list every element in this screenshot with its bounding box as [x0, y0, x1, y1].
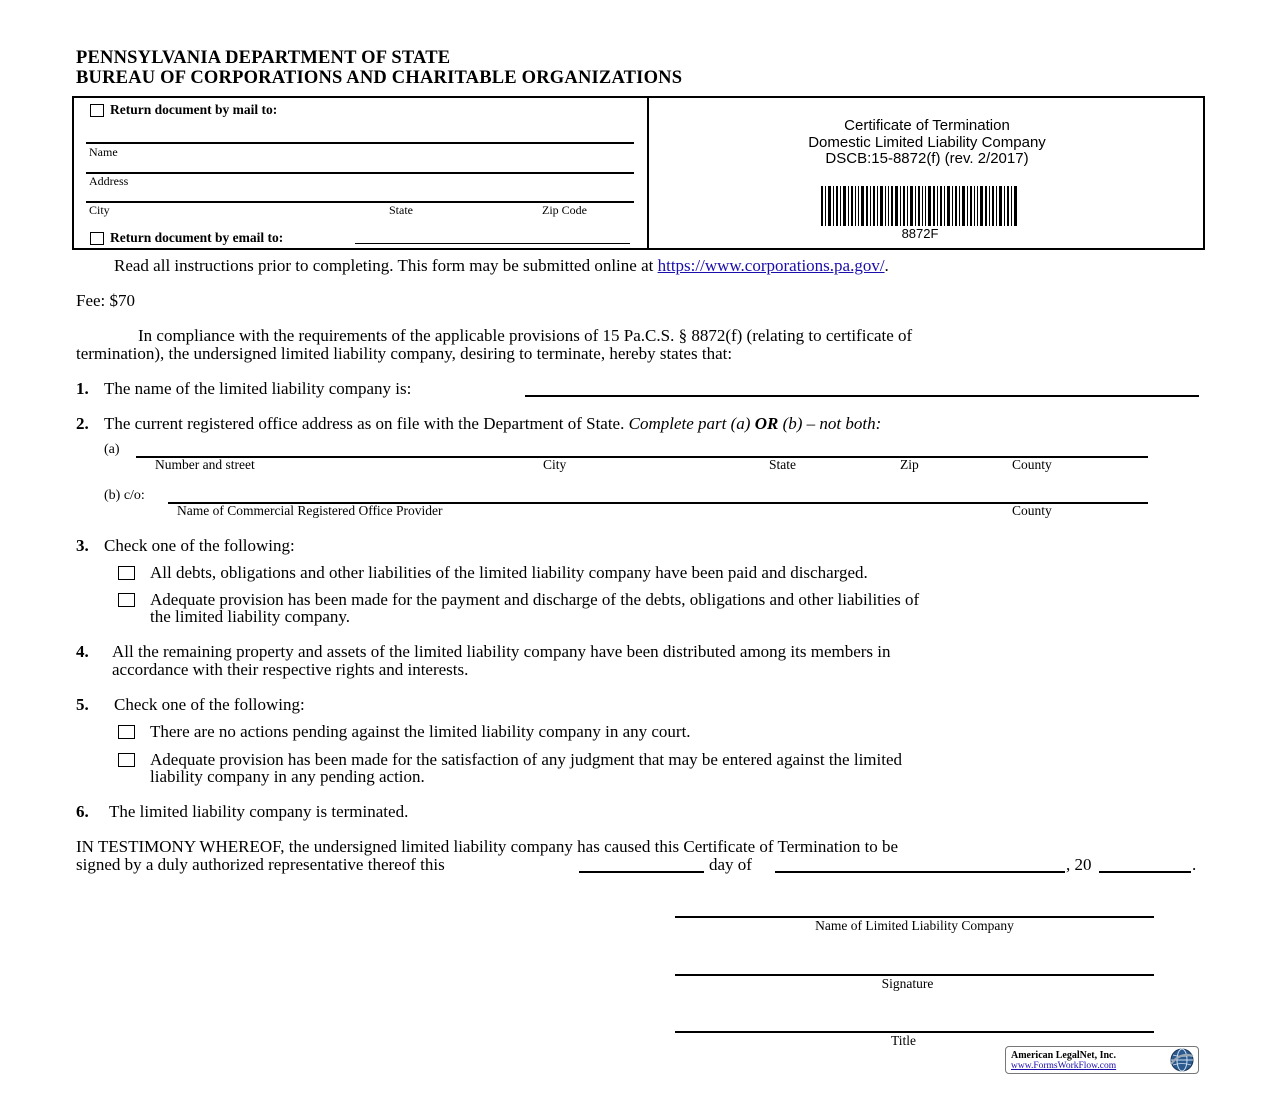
item3-number: 3. [76, 536, 89, 555]
instructions-end: . [884, 256, 889, 275]
american-legalnet-badge[interactable] [1005, 1046, 1199, 1074]
testimony-day-of: day of [709, 855, 752, 874]
form-subtitle: Domestic Limited Liability Company [808, 134, 1046, 151]
barcode [821, 186, 1017, 226]
testimony-line-1: IN TESTIMONY WHEREOF, the undersigned limited liability company has caused this Certificate of Termination to be [76, 837, 899, 856]
item6-number: 6. [76, 802, 89, 821]
department-title: PENNSYLVANIA DEPARTMENT OF STATE [76, 48, 451, 68]
adequate-provision-debts-checkbox[interactable] [118, 593, 135, 607]
testimony-signed-text: signed by a duly authorized representative thereof this [76, 855, 445, 874]
item4-text-2: accordance with their respective rights and interests. [112, 660, 469, 679]
no-actions-pending-checkbox[interactable] [118, 725, 135, 739]
debts-paid-checkbox[interactable] [118, 566, 135, 580]
barcode-text: 8872F [901, 226, 939, 241]
adequate-provision-debts-option-2: the limited liability company. [150, 607, 351, 626]
city-label: City [89, 203, 110, 217]
state-label-2: State [769, 457, 796, 472]
zip-label-2: Zip [900, 457, 919, 472]
item2-part-b: (b) – not both: [778, 414, 882, 433]
debts-paid-option: All debts, obligations and other liabilities of the limited liability company have been paid and discharged. [150, 563, 868, 582]
year-line[interactable] [1099, 871, 1191, 873]
address-label: Address [89, 174, 129, 188]
name-line[interactable] [86, 142, 634, 144]
compliance-text-2: termination), the undersigned limited liability company, desiring to terminate, hereby states that: [76, 344, 733, 363]
globe-icon [1170, 1048, 1194, 1072]
item2-b-label: (b) c/o: [104, 488, 145, 503]
testimony-year-prefix: , 20 [1066, 855, 1092, 874]
item2-text-line [104, 414, 881, 434]
item5-number: 5. [76, 695, 89, 714]
item1-text: The name of the limited liability company is: [104, 379, 412, 398]
title-label: Title [890, 1033, 917, 1048]
email-line[interactable] [355, 243, 630, 244]
corporations-link[interactable]: https://www.corporations.pa.gov/ [657, 256, 885, 275]
county-label-b: County [1012, 503, 1052, 518]
adequate-provision-judgment-option-2: liability company in any pending action. [150, 767, 425, 786]
adequate-provision-judgment-checkbox[interactable] [118, 753, 135, 767]
badge-url[interactable]: www.FormsWorkFlow.com [1011, 1061, 1117, 1071]
address-line[interactable] [86, 172, 634, 174]
form-code: DSCB:15-8872(f) (rev. 2/2017) [825, 150, 1029, 167]
item2-text: The current registered office address as on file with the Department of State. [104, 414, 629, 433]
return-by-mail-checkbox[interactable] [90, 104, 104, 117]
office-address-line[interactable] [136, 456, 1148, 458]
month-line[interactable] [775, 871, 1065, 873]
form-title: Certificate of Termination [844, 117, 1010, 134]
company-name-label: Name of Limited Liability Company [815, 918, 1014, 933]
bureau-title: BUREAU OF CORPORATIONS AND CHARITABLE ORGANIZATIONS [76, 68, 683, 88]
county-label-a: County [1012, 457, 1052, 472]
testimony-period: . [1192, 855, 1197, 874]
state-label: State [389, 203, 413, 217]
return-by-mail-label: Return document by mail to: [110, 102, 278, 117]
item2-part-a: Complete part (a) [628, 414, 755, 433]
return-by-email-checkbox[interactable] [90, 232, 104, 245]
item2-number: 2. [76, 414, 89, 433]
fee-text: Fee: $70 [76, 291, 136, 310]
name-label: Name [89, 145, 118, 159]
item2-or: OR [754, 414, 779, 433]
item5-text: Check one of the following: [114, 695, 305, 714]
instructions-line [114, 256, 889, 276]
badge-company: American LegalNet, Inc. [1011, 1050, 1116, 1061]
return-by-email-label: Return document by email to: [110, 230, 284, 245]
llc-name-line[interactable] [525, 395, 1199, 397]
city-label-2: City [543, 457, 567, 472]
adequate-provision-debts-option: Adequate provision has been made for the payment and discharge of the debts, obligations and other liabilities of [150, 590, 920, 609]
item6-text: The limited liability company is terminated. [109, 802, 409, 821]
instructions-text: Read all instructions prior to completing. This form may be submitted online at [114, 256, 658, 275]
adequate-provision-judgment-option: Adequate provision has been made for the satisfaction of any judgment that may be entered against the limited [150, 750, 903, 769]
compliance-text-1: In compliance with the requirements of the applicable provisions of 15 Pa.C.S. § 8872(f) (relating to certificate of [138, 326, 913, 345]
item4-number: 4. [76, 642, 89, 661]
item4-text: All the remaining property and assets of the limited liability company have been distributed among its members in [112, 642, 891, 661]
item2-a-label: (a) [104, 442, 120, 457]
item1-number: 1. [76, 379, 89, 398]
number-street-label: Number and street [155, 457, 255, 472]
day-line[interactable] [579, 871, 704, 873]
zip-code-label: Zip Code [542, 203, 587, 217]
provider-label: Name of Commercial Registered Office Provider [177, 503, 443, 518]
no-actions-pending-option: There are no actions pending against the limited liability company in any court. [150, 722, 691, 741]
signature-label: Signature [881, 976, 934, 991]
item3-text: Check one of the following: [104, 536, 295, 555]
